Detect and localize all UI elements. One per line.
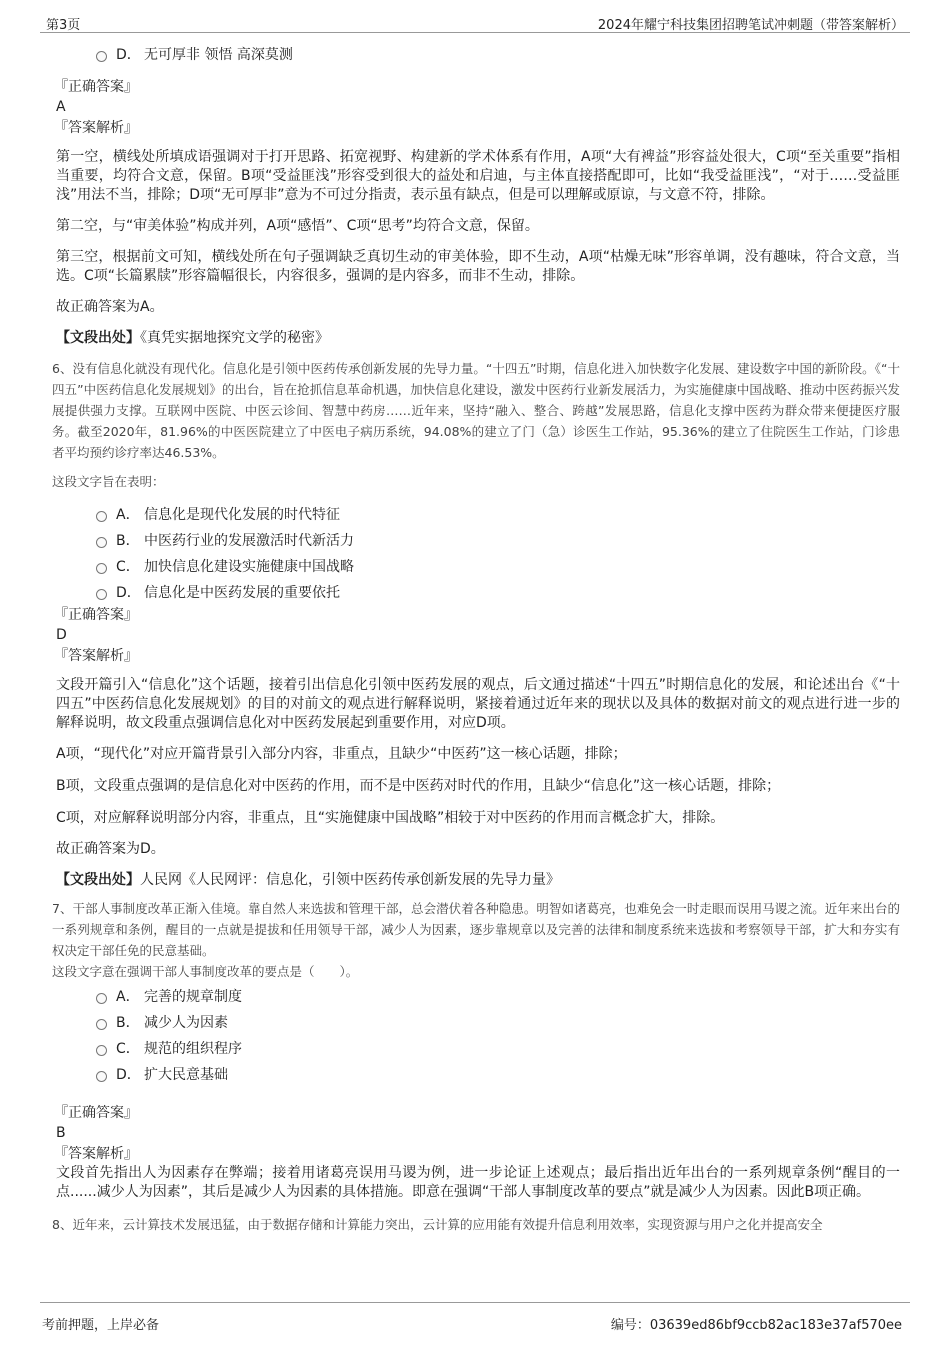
explain-paragraph: 故正确答案为A。 [56,299,164,315]
option-list [52,502,900,606]
page-header [40,14,910,33]
source-text: 人民网《人民网评：信息化，引领中医药传承创新发展的先导力量》 [140,872,560,888]
question-prompt: 这段文字意在强调干部人事制度改革的要点是（ ）。 [52,964,359,979]
explain-paragraph: 第三空，根据前文可知，横线处所在句子强调缺乏真切生动的审美体验，即不生动，A项“枯燥无味”形容单调，没有趣味，符合文意，当选。C项“长篇累牍”形容篇幅很长，内容很多，强调的是内容多，而非不生动，排除。 [56,249,900,284]
option-d[interactable]: D． 无可厚非 领悟 高深莫测 [52,42,900,68]
explain-label: 『答案解析』 [54,120,138,136]
option-c[interactable]: C． 规范的组织程序 [52,1036,900,1062]
option-a[interactable]: A． 完善的规章制度 [52,984,900,1010]
source-label: 【文段出处】 [56,330,140,346]
answer-value: A [56,99,66,115]
document-id: 编号：03639ed86bf9ccb82ac183e37af570ee [610,1318,902,1333]
page-footer [40,1302,910,1331]
option-b[interactable]: B． 中医药行业的发展激活时代新活力 [52,528,900,554]
explain-label: 『答案解析』 [54,1146,138,1162]
radio-icon[interactable] [96,1071,107,1082]
option-d[interactable]: D． 扩大民意基础 [52,1062,900,1088]
document-title: 2024年耀宁科技集团招聘笔试冲刺题（带答案解析） [597,18,904,33]
answer-label: 『正确答案』 [54,607,138,623]
question-stem: 8、近年来，云计算技术发展迅猛，由于数据存储和计算能力突出，云计算的应用能有效提升信息利用效率，实现资源与用户之化并提高安全 [52,1217,823,1232]
radio-icon[interactable] [96,993,107,1004]
radio-icon[interactable] [96,537,107,548]
explain-paragraph: 第一空，横线处所填成语强调对于打开思路、拓宽视野、构建新的学术体系有作用，A项“大有裨益”形容益处很大，C项“至关重要”指相当重要，均符合文意，保留。B项“受益匪浅”形容受到很大的益处和启迪，与主体直接搭配即可，比如“我受益匪浅”，“对于……受益匪浅”用法不当，排除；D项“无可厚非”意为不可过分指责，表示虽有缺点，但是可以理解或原谅，与文意不符，排除。 [56,149,900,203]
option-c[interactable]: C． 加快信息化建设实施健康中国战略 [52,554,900,580]
source-label: 【文段出处】 [56,872,140,888]
radio-icon[interactable] [96,51,107,62]
radio-icon[interactable] [96,1045,107,1056]
footer-slogan: 考前押题，上岸必备 [42,1318,160,1333]
explain-paragraph: 文段开篇引入“信息化”这个话题，接着引出信息化引领中医药发展的观点，后文通过描述“十四五”时期信息化的发展，和论述出台《“十四五”中医药信息化发展规划》的目的对前文的观点进行解释说明，紧接着通过近年来的现状以及具体的数据对前文的观点进行进一步的解释说明，故文段重点强调信息化对中医药发展起到重要作用，对应D项。 [56,677,900,731]
document-content [52,38,900,1298]
source-text: 《真凭实据地探究文学的秘密》 [140,330,329,346]
explain-paragraph: 第二空，与“审美体验”构成并列，A项“感悟”、C项“思考”均符合文意，保留。 [56,218,539,234]
answer-value: B [56,1125,66,1141]
answer-label: 『正确答案』 [54,79,138,95]
explain-paragraph: 文段首先指出人为因素存在弊端；接着用诸葛亮误用马谡为例，进一步论证上述观点；最后指出近年出台的一系列规章条例“醒目的一点......减少人为因素”，其后是减少人为因素的具体措施。即意在强调“干部人事制度改革的要点”就是减少人为因素。因此B项正确。 [56,1165,900,1200]
option-a[interactable]: A． 信息化是现代化发展的时代特征 [52,502,900,528]
source-line [56,328,900,348]
explain-label: 『答案解析』 [54,648,138,664]
option-b[interactable]: B． 减少人为因素 [52,1010,900,1036]
question-prompt: 这段文字旨在表明： [52,474,165,489]
page-number: 第3页 [46,18,81,33]
explain-paragraph: B项，文段重点强调的是信息化对中医药的作用，而不是中医药对时代的作用，且缺少“信息化”这一核心话题，排除； [56,778,781,794]
option-list [52,984,900,1088]
radio-icon[interactable] [96,563,107,574]
radio-icon[interactable] [96,589,107,600]
radio-icon[interactable] [96,511,107,522]
radio-icon[interactable] [96,1019,107,1030]
answer-label: 『正确答案』 [54,1105,138,1121]
explain-paragraph: A项，“现代化”对应开篇背景引入部分内容，非重点，且缺少“中医药”这一核心话题，排除； [56,746,627,762]
question-stem: 7、干部人事制度改革正渐入佳境。靠自然人来选拔和管理干部，总会潜伏着各种隐患。明智如诸葛亮，也难免会一时走眼而误用马谡之流。近年来出台的一系列规章和条例，醒目的一点就是提拔和任用领导干部，减少人为因素，逐步靠规章以及完善的法律和制度系统来选拔和考察领导干部，扩大和夯实有权决定干部任免的民意基础。 [52,901,900,958]
explain-paragraph: C项，对应解释说明部分内容，非重点，且“实施健康中国战略”相较于对中医药的作用而言概念扩大，排除。 [56,810,725,826]
explain-paragraph: 故正确答案为D。 [56,841,165,857]
source-line [56,870,900,890]
option-d[interactable]: D． 信息化是中医药发展的重要依托 [52,580,900,606]
answer-value: D [56,627,67,643]
question-stem: 6、没有信息化就没有现代化。信息化是引领中医药传承创新发展的先导力量。“十四五”时期，信息化进入加快数字化发展、建设数字中国的新阶段。《“十四五”中医药信息化发展规划》的出台，旨在抢抓信息革命机遇，加快信息化建设，激发中医药行业新发展活力，为实施健康中国战略、推动中医药振兴发展提供强力支撑。互联网中医院、中医云诊间、智慧中药房……近年来，坚持“融入、整合、跨越”发展思路，信息化支撑中医药为群众带来便捷医疗服务。截至2020年，81.96%的中医医院建立了中医电子病历系统，94.08%的建立了门（急）诊医生工作站，95.36%的建立了住院医生工作站，门诊患者平均预约诊疗率达46.53%。 [52,361,900,460]
